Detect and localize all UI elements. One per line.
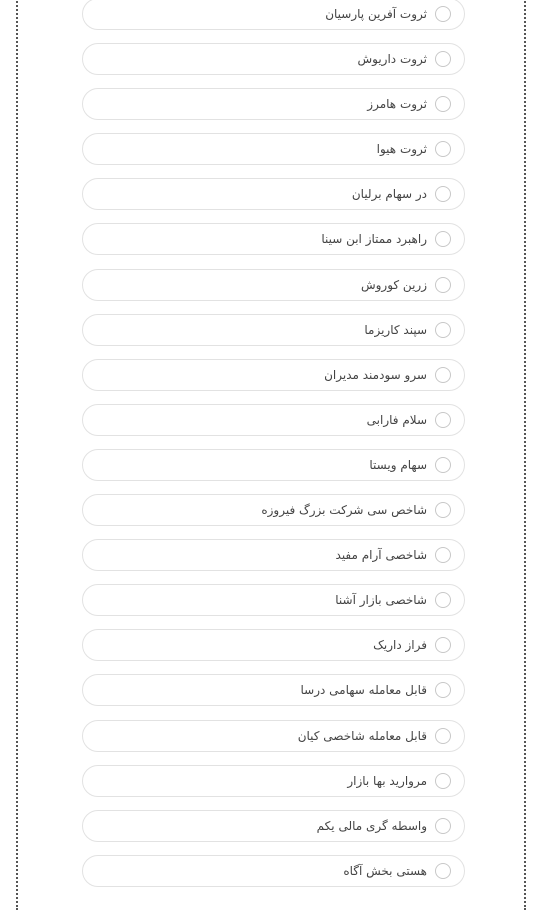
fund-option-label: مروارید بها بازار [347, 773, 427, 788]
fund-options-list [82, 0, 465, 900]
radio-button[interactable] [435, 6, 451, 22]
radio-button[interactable] [435, 412, 451, 428]
fund-option[interactable] [82, 810, 465, 842]
fund-option-label: سپند کاریزما [364, 322, 427, 337]
radio-button[interactable] [435, 818, 451, 834]
fund-option-label: فراز داریک [373, 638, 427, 653]
radio-button[interactable] [435, 141, 451, 157]
fund-option[interactable] [82, 765, 465, 797]
fund-option-label: راهبرد ممتاز ابن سینا [321, 232, 427, 247]
fund-option[interactable] [82, 404, 465, 436]
radio-button[interactable] [435, 367, 451, 383]
fund-option[interactable] [82, 359, 465, 391]
fund-option[interactable] [82, 43, 465, 75]
radio-button[interactable] [435, 322, 451, 338]
fund-option-label: قابل معامله شاخصی کیان [297, 728, 427, 743]
fund-option-label: شاخص سی شرکت بزرگ فیروزه [261, 503, 427, 518]
fund-option[interactable] [82, 539, 465, 571]
fund-option-label: شاخصی آرام مفید [335, 548, 427, 563]
radio-button[interactable] [435, 502, 451, 518]
fund-option-label: زرین کوروش [360, 277, 427, 292]
fund-option-label: در سهام برلیان [351, 187, 427, 202]
fund-option[interactable] [82, 584, 465, 616]
radio-button[interactable] [435, 773, 451, 789]
fund-option-label: سرو سودمند مدیران [324, 367, 427, 382]
radio-button[interactable] [435, 547, 451, 563]
radio-button[interactable] [435, 682, 451, 698]
radio-button[interactable] [435, 96, 451, 112]
radio-button[interactable] [435, 728, 451, 744]
radio-button[interactable] [435, 592, 451, 608]
fund-option[interactable] [82, 88, 465, 120]
fund-option[interactable] [82, 720, 465, 752]
fund-option[interactable] [82, 314, 465, 346]
fund-option-label: ثروت هیوا [376, 142, 427, 157]
fund-option-label: ثروت هامرز [367, 97, 427, 112]
fund-option[interactable] [82, 223, 465, 255]
fund-option[interactable] [82, 629, 465, 661]
fund-option[interactable] [82, 178, 465, 210]
fund-option[interactable] [82, 0, 465, 30]
radio-button[interactable] [435, 863, 451, 879]
fund-option[interactable] [82, 855, 465, 887]
fund-option-label: سهام ویستا [369, 457, 427, 472]
fund-option[interactable] [82, 449, 465, 481]
fund-option-label: سلام فارابی [366, 412, 427, 427]
fund-option[interactable] [82, 133, 465, 165]
radio-button[interactable] [435, 277, 451, 293]
radio-button[interactable] [435, 231, 451, 247]
fund-option-label: شاخصی بازار آشنا [335, 593, 427, 608]
radio-button[interactable] [435, 51, 451, 67]
fund-option[interactable] [82, 494, 465, 526]
fund-option-label: ثروت داریوش [357, 52, 427, 67]
fund-option[interactable] [82, 674, 465, 706]
fund-option-label: واسطه گری مالی یکم [316, 818, 427, 833]
radio-button[interactable] [435, 637, 451, 653]
fund-option-label: ثروت آفرین پارسیان [325, 7, 427, 21]
fund-option-label: هستی بخش آگاه [343, 863, 427, 878]
fund-option[interactable] [82, 269, 465, 301]
fund-option-label: قابل معامله سهامی درسا [300, 683, 427, 698]
radio-button[interactable] [435, 186, 451, 202]
radio-button[interactable] [435, 457, 451, 473]
